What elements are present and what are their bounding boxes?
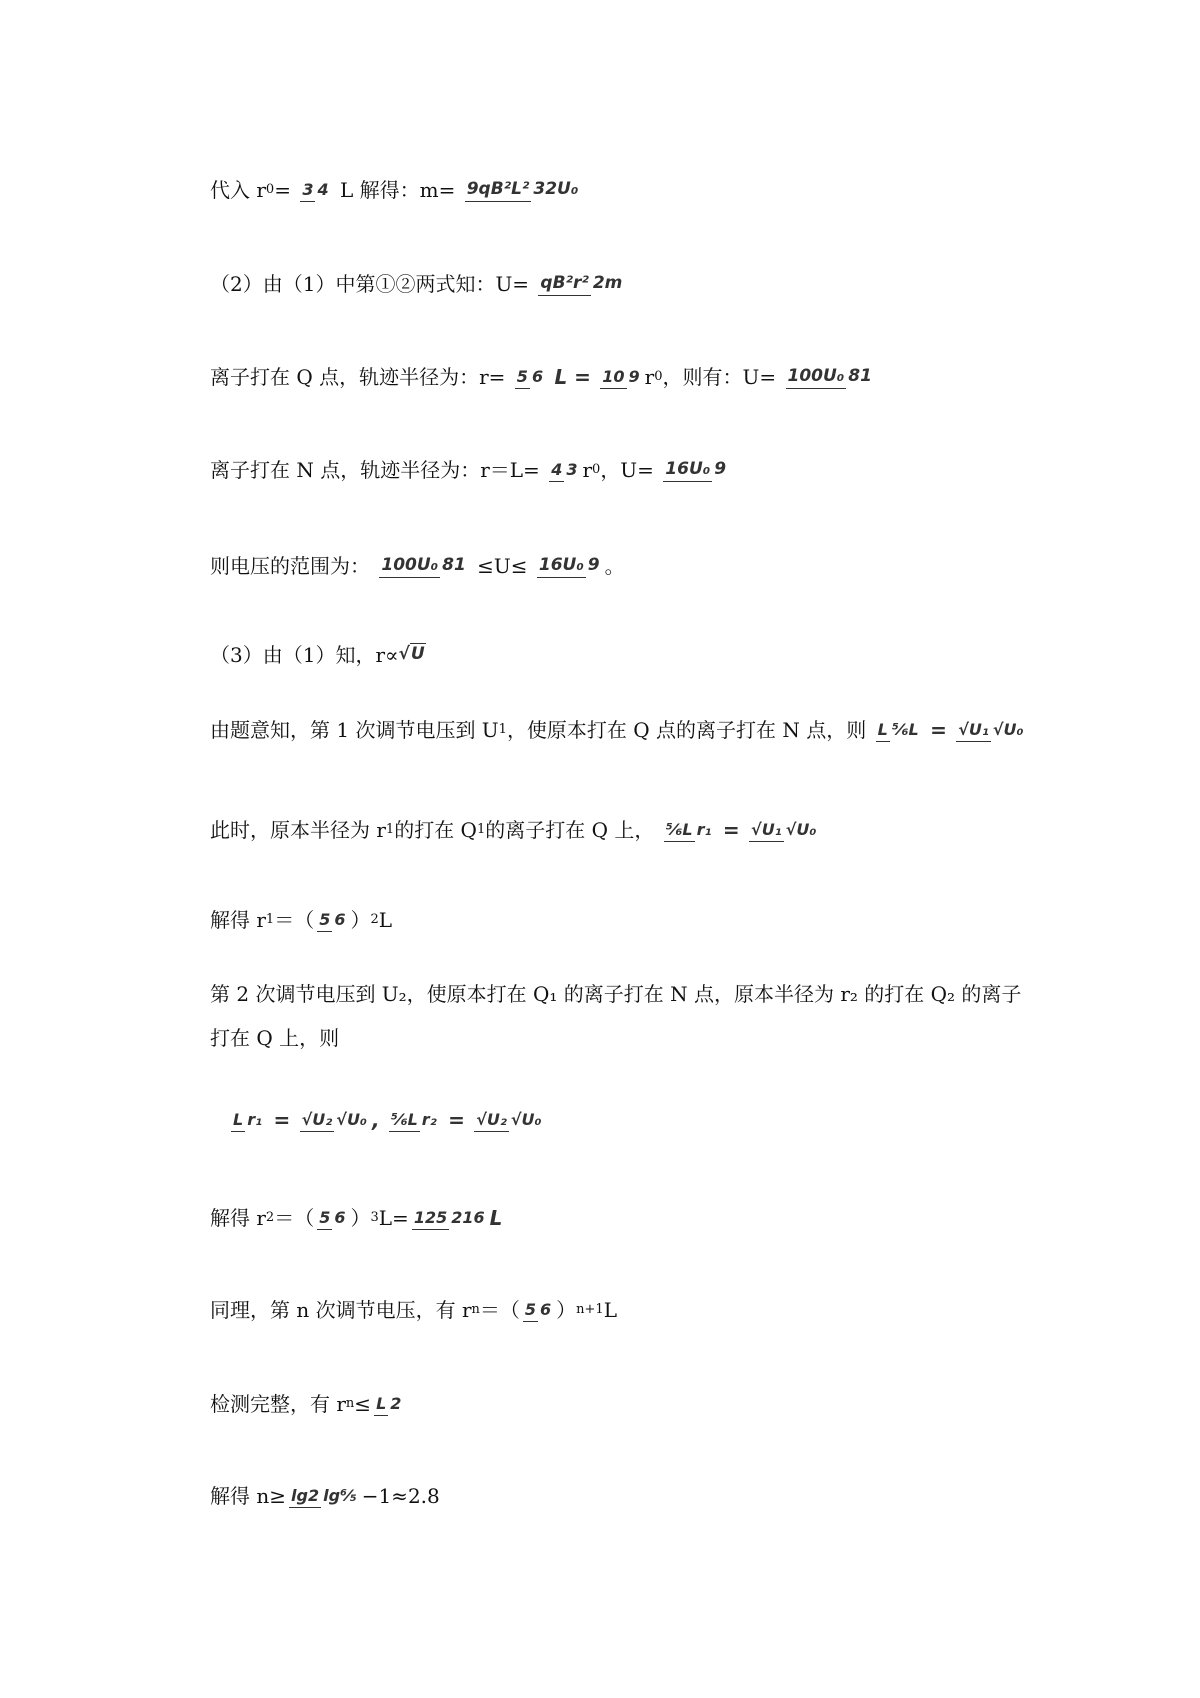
text: ＝（	[274, 1205, 315, 1230]
fraction: 5 6	[515, 368, 545, 386]
solution-line-n-result	[210, 1484, 440, 1506]
text: （2）由（1）中第①②两式知：U=	[210, 271, 530, 296]
solution-paragraph-second-adjust: 第 2 次调节电压到 U₂，使原本打在 Q₁ 的离子打在 N 点，原本半径为 r₂ 的打在 Q₂ 的离子打在 Q 上，则	[210, 982, 1022, 1050]
text: L	[489, 1205, 503, 1230]
solution-line-part3	[210, 643, 426, 665]
fraction: √U₁ √U₀	[749, 821, 818, 839]
solution-line-q-point	[210, 365, 877, 387]
subscript: 0	[654, 369, 663, 384]
text: L	[603, 1297, 617, 1322]
fraction: 16U₀ 9	[537, 556, 602, 575]
fraction: ⁵⁄₆L r₂	[389, 1111, 439, 1129]
text: 的离子打在 Q 上，	[485, 817, 655, 842]
text: ）	[350, 907, 371, 932]
subscript: 1	[498, 722, 507, 737]
text: ，使原本打在 Q 点的离子打在 N 点，则	[506, 717, 867, 742]
solution-line-n-point	[210, 458, 731, 480]
fraction: L r₁	[231, 1111, 264, 1129]
text: r	[582, 457, 593, 482]
text: 检测完整，有 r	[210, 1391, 346, 1416]
text: 代入 r	[210, 177, 266, 202]
fraction: 4 3	[549, 461, 579, 479]
solution-line-first-adjust	[210, 718, 1029, 740]
fraction: 5 6	[317, 1209, 347, 1227]
text: 则电压的范围为：	[210, 553, 370, 578]
text: 。	[604, 553, 625, 578]
text: 解得 n≥	[210, 1483, 286, 1508]
text: ≤	[354, 1391, 372, 1416]
text: ≤U≤	[477, 553, 528, 578]
subscript: n	[471, 1302, 480, 1317]
square-root: √U	[398, 644, 425, 664]
text: ＝（	[274, 907, 315, 932]
solution-line-r2-result	[210, 1206, 502, 1228]
text: 离子打在 N 点，轨迹半径为：r＝L=	[210, 457, 540, 482]
fraction: 9qB²L² 32U₀	[465, 180, 581, 199]
text: =	[273, 1107, 291, 1132]
subscript: 0	[265, 182, 275, 197]
fraction: 100U₀ 81	[379, 556, 467, 575]
text: L =	[554, 364, 591, 389]
solution-line-part2	[210, 272, 627, 294]
fraction: L 2	[374, 1395, 403, 1413]
text: ，U=	[600, 457, 654, 482]
text: 由题意知，第 1 次调节电压到 U	[210, 717, 499, 742]
text: =	[722, 817, 740, 842]
superscript: 2	[370, 912, 379, 927]
text: =	[274, 177, 291, 202]
solution-line-equations	[228, 1108, 547, 1130]
subscript: 1	[265, 912, 275, 927]
text: L	[378, 907, 393, 932]
text: =	[448, 1107, 465, 1132]
text: r	[644, 364, 655, 389]
text: 同理，第 n 次调节电压，有 r	[210, 1297, 472, 1322]
fraction: √U₂ √U₀	[474, 1111, 543, 1129]
fraction: √U₁ √U₀	[956, 721, 1025, 739]
text: ＝（	[479, 1297, 520, 1322]
fraction: 16U₀ 9	[663, 460, 728, 479]
fraction: L ⁵⁄₆L	[876, 721, 921, 739]
text: ）	[350, 1205, 371, 1230]
superscript: 3	[370, 1210, 379, 1225]
fraction: 5 6	[317, 911, 347, 929]
fraction: 100U₀ 81	[786, 367, 874, 386]
text: L=	[378, 1205, 409, 1230]
solution-line-r1-result	[210, 908, 392, 930]
text: L 解得：m=	[339, 177, 456, 202]
solution-line-complete-check	[210, 1392, 406, 1414]
fraction: 3 4	[300, 181, 330, 199]
text: =	[930, 717, 947, 742]
text: （3）由（1）知，r∝	[210, 642, 399, 667]
text: ,	[371, 1107, 380, 1132]
superscript: n+1	[576, 1302, 604, 1317]
text: ）	[556, 1297, 577, 1322]
solution-line-rn-general	[210, 1298, 617, 1320]
text: 此时，原本半径为 r	[210, 817, 386, 842]
subscript: 0	[592, 462, 601, 477]
solution-line-substitute	[210, 178, 583, 200]
text: 的打在 Q	[394, 817, 477, 842]
fraction: 10 9	[600, 368, 641, 386]
text: 离子打在 Q 点，轨迹半径为：r=	[210, 364, 506, 389]
text: 解得 r	[210, 907, 266, 932]
text: −1≈2.8	[361, 1483, 440, 1508]
fraction: qB²r² 2m	[538, 274, 624, 293]
fraction: 125 216	[412, 1209, 487, 1227]
text: 解得 r	[210, 1205, 266, 1230]
fraction: ⁵⁄₆L r₁	[664, 821, 714, 839]
subscript: 1	[385, 822, 395, 837]
fraction: √U₂ √U₀	[300, 1111, 369, 1129]
fraction: lg2 lg⁶⁄₅	[289, 1487, 359, 1505]
subscript: 2	[265, 1210, 275, 1225]
solution-line-range	[210, 554, 625, 576]
subscript: n	[345, 1396, 355, 1411]
subscript: 1	[476, 822, 486, 837]
fraction: 5 6	[523, 1301, 553, 1319]
text: ，则有：U=	[662, 364, 777, 389]
solution-line-at-this-time	[210, 818, 821, 840]
